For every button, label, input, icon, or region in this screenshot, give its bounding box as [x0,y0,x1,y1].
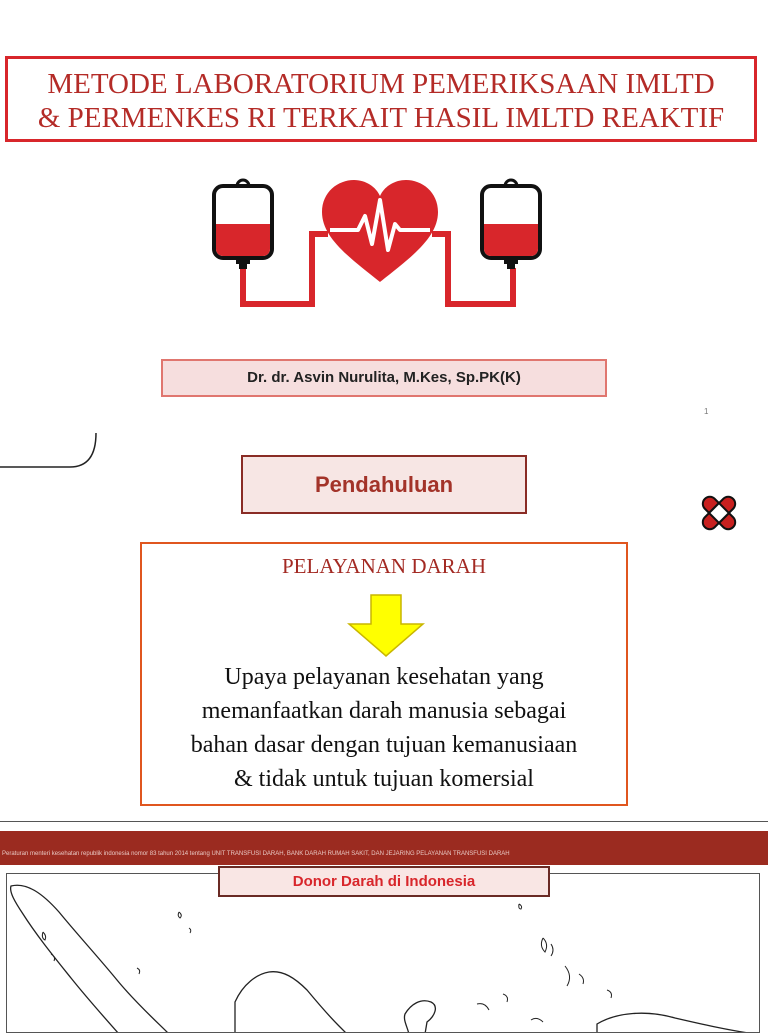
definition-line-2: memanfaatkan darah manusia sebagai [201,698,567,724]
author-name: Dr. dr. Asvin Nurulita, M.Kes, Sp.PK(K) [161,359,607,397]
title-line-2: & PERMENKES RI TERKAIT HASIL IMLTD REAKTIF [37,102,725,134]
definition-line-3: bahan dasar dengan tujuan kemanusiaan [190,732,578,758]
indonesia-map [7,874,760,1033]
transfusion-illustration [200,172,560,322]
regulation-reference: Peraturan menteri kesehatan republik indonesia nomor 83 tahun 2014 tentang UNIT TRANSFUSI DARAH, BANK DARAH RUMAH SAKIT, DAN JEJARING PELAYANAN TRANSFUSI DARAH [2,851,510,857]
map-panel [6,873,760,1033]
definition-line-1: Upaya pelayanan kesehatan yang [224,664,544,690]
heart-pulse-icon [322,180,438,282]
title-line-1: METODE LABORATORIUM PEMERIKSAAN IMLTD [47,68,715,100]
definition-line-4: & tidak untuk tujuan komersial [234,766,534,792]
definition-box [140,542,628,806]
slide1-title [5,56,757,142]
definition-heading: PELAYANAN DARAH [282,554,486,578]
section-title: Pendahuluan [241,455,527,514]
header-band [0,831,768,865]
blood-bag-icon [482,180,540,269]
bandage-icon [697,492,741,534]
map-title: Donor Darah di Indonesia [218,866,550,897]
down-arrow-icon [347,594,425,658]
slide-number: 1 [704,407,709,416]
definition-text [142,660,626,796]
corner-arc-decoration [0,430,100,470]
slide-divider [0,821,768,822]
blood-bag-icon [214,180,272,269]
